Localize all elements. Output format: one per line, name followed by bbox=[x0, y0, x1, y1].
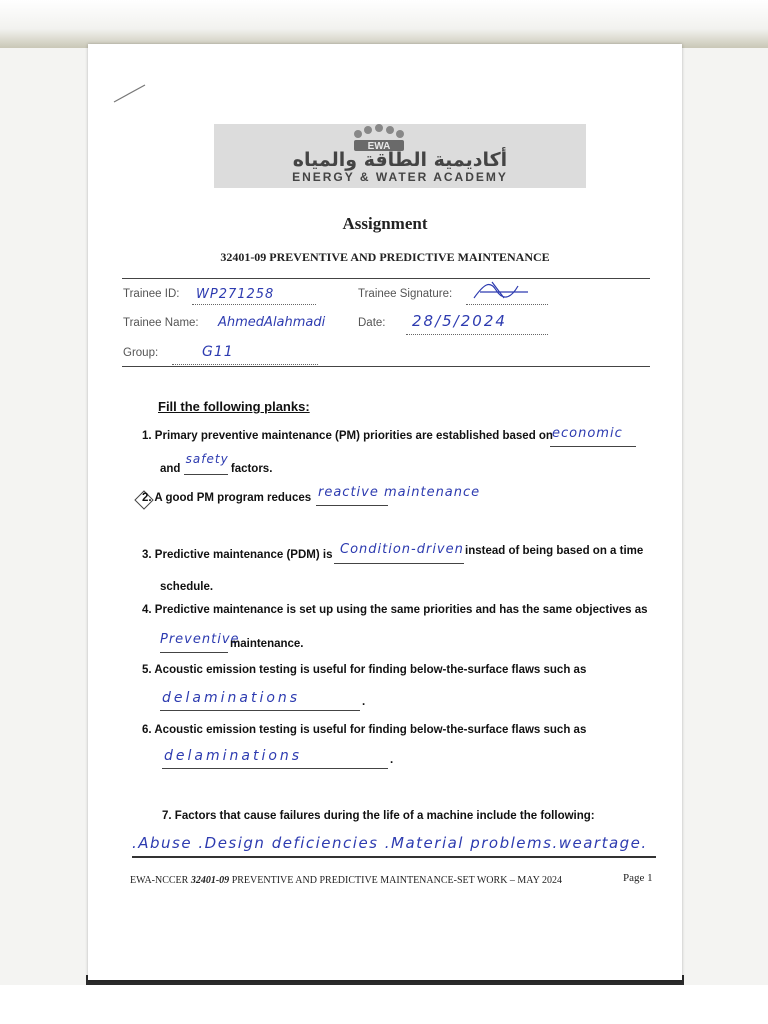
trainee-signature-label: Trainee Signature: bbox=[358, 288, 453, 300]
question-1-answer-a: economic bbox=[552, 426, 623, 441]
question-1-answer-a-field[interactable] bbox=[550, 426, 636, 447]
question-1-factors: factors. bbox=[230, 463, 273, 475]
question-1-and: and bbox=[160, 463, 181, 475]
question-1-line-a bbox=[142, 430, 553, 442]
question-5-answer: delaminations bbox=[162, 690, 301, 706]
question-2-answer: reactive maintenance bbox=[318, 485, 481, 500]
pen-stroke-mark bbox=[112, 82, 148, 106]
question-7-line-a bbox=[162, 810, 595, 822]
question-1-number: 1. bbox=[142, 430, 152, 442]
question-6-line-a bbox=[142, 724, 586, 736]
trainee-id-value: WP271258 bbox=[196, 287, 275, 302]
group-field[interactable] bbox=[172, 344, 318, 365]
section-title: Fill the following planks: bbox=[158, 399, 310, 414]
question-2-line-a bbox=[142, 492, 311, 504]
date-field[interactable] bbox=[406, 312, 548, 335]
footer-code: 32401-09 bbox=[190, 875, 230, 886]
question-4-text-post: maintenance. bbox=[230, 638, 304, 650]
question-2-text: A good PM program reduces bbox=[154, 492, 312, 504]
date-value: 28/5/2024 bbox=[412, 312, 507, 330]
group-value: G11 bbox=[202, 344, 234, 360]
question-2-answer-field[interactable] bbox=[316, 485, 481, 506]
trainee-name-value: AhmedAlahmadi bbox=[218, 315, 326, 330]
question-3-answer: Condition-driven bbox=[340, 542, 464, 557]
question-3-answer-field[interactable] bbox=[334, 542, 464, 564]
course-subtitle: 32401-09 PREVENTIVE AND PREDICTIVE MAINTENANCE bbox=[220, 250, 550, 264]
group-label: Group: bbox=[123, 347, 159, 359]
question-2-number: 2. bbox=[142, 492, 152, 504]
question-6-text: Acoustic emission testing is useful for finding below-the-surface flaws such as bbox=[154, 724, 587, 736]
trainee-id-field[interactable] bbox=[192, 287, 316, 305]
question-7-number: 7. bbox=[162, 810, 172, 822]
signature-scribble bbox=[470, 278, 534, 304]
question-5-text: Acoustic emission testing is useful for finding below-the-surface flaws such as bbox=[154, 664, 587, 676]
footer-text bbox=[130, 875, 562, 886]
page-number: Page 1 bbox=[623, 872, 653, 884]
question-1-text: Primary preventive maintenance (PM) priorities are established based on bbox=[154, 430, 553, 442]
question-1-answer-b-field[interactable] bbox=[184, 452, 229, 475]
question-7-answer-field[interactable] bbox=[132, 834, 656, 858]
question-6-period: . bbox=[390, 754, 394, 766]
question-1-line-b bbox=[160, 452, 273, 475]
logo-english-name: ENERGY & WATER ACADEMY bbox=[292, 170, 508, 184]
logo-arabic-name: أكاديمية الطاقة والمياه bbox=[292, 149, 508, 171]
info-top-rule bbox=[122, 278, 650, 279]
question-7-text: Factors that cause failures during the life of a machine include the following: bbox=[174, 810, 595, 822]
paper-sheet bbox=[88, 44, 682, 980]
date-label: Date: bbox=[358, 317, 386, 329]
footer-rest: PREVENTIVE AND PREDICTIVE MAINTENANCE-SET WORK – MAY 2024 bbox=[231, 875, 562, 886]
question-4-answer-field[interactable] bbox=[160, 632, 240, 653]
question-1-answer-b: safety bbox=[185, 452, 229, 466]
question-5-line-a bbox=[142, 664, 586, 676]
question-5-answer-field[interactable] bbox=[160, 692, 360, 711]
trainee-signature-field[interactable] bbox=[466, 290, 548, 305]
question-4-number: 4. bbox=[142, 604, 152, 616]
trainee-id-label: Trainee ID: bbox=[123, 288, 180, 300]
scan-top-edge bbox=[0, 0, 768, 48]
question-3-line-b: schedule. bbox=[160, 581, 214, 593]
question-4-line-a bbox=[142, 604, 648, 616]
question-3-text: Predictive maintenance (PDM) is bbox=[154, 549, 333, 561]
question-7-answer: .Abuse .Design deficiencies .Material problems.weartage. bbox=[132, 834, 648, 852]
trainee-name-label: Trainee Name: bbox=[123, 317, 199, 329]
scan-bottom-edge bbox=[0, 985, 768, 1024]
question-6-number: 6. bbox=[142, 724, 152, 736]
question-6-answer: delaminations bbox=[164, 748, 303, 764]
trainee-name-field[interactable] bbox=[214, 315, 350, 335]
question-3-line-a bbox=[142, 549, 332, 561]
question-4-text: Predictive maintenance is set up using the same priorities and has the same objectives as bbox=[154, 604, 648, 616]
ewa-logo-icon bbox=[344, 124, 414, 152]
footer-prefix: EWA-NCCER bbox=[130, 875, 189, 886]
page-title: Assignment bbox=[342, 214, 428, 233]
info-bottom-rule bbox=[122, 366, 650, 367]
logo-emblem-text: EWA bbox=[367, 141, 391, 152]
question-6-answer-field[interactable] bbox=[162, 750, 388, 769]
question-4-answer: Preventive bbox=[160, 632, 240, 647]
question-3-text-post: instead of being based on a time bbox=[465, 545, 644, 557]
question-3-number: 3. bbox=[142, 549, 152, 561]
question-5-period: . bbox=[362, 696, 366, 708]
question-5-number: 5. bbox=[142, 664, 152, 676]
